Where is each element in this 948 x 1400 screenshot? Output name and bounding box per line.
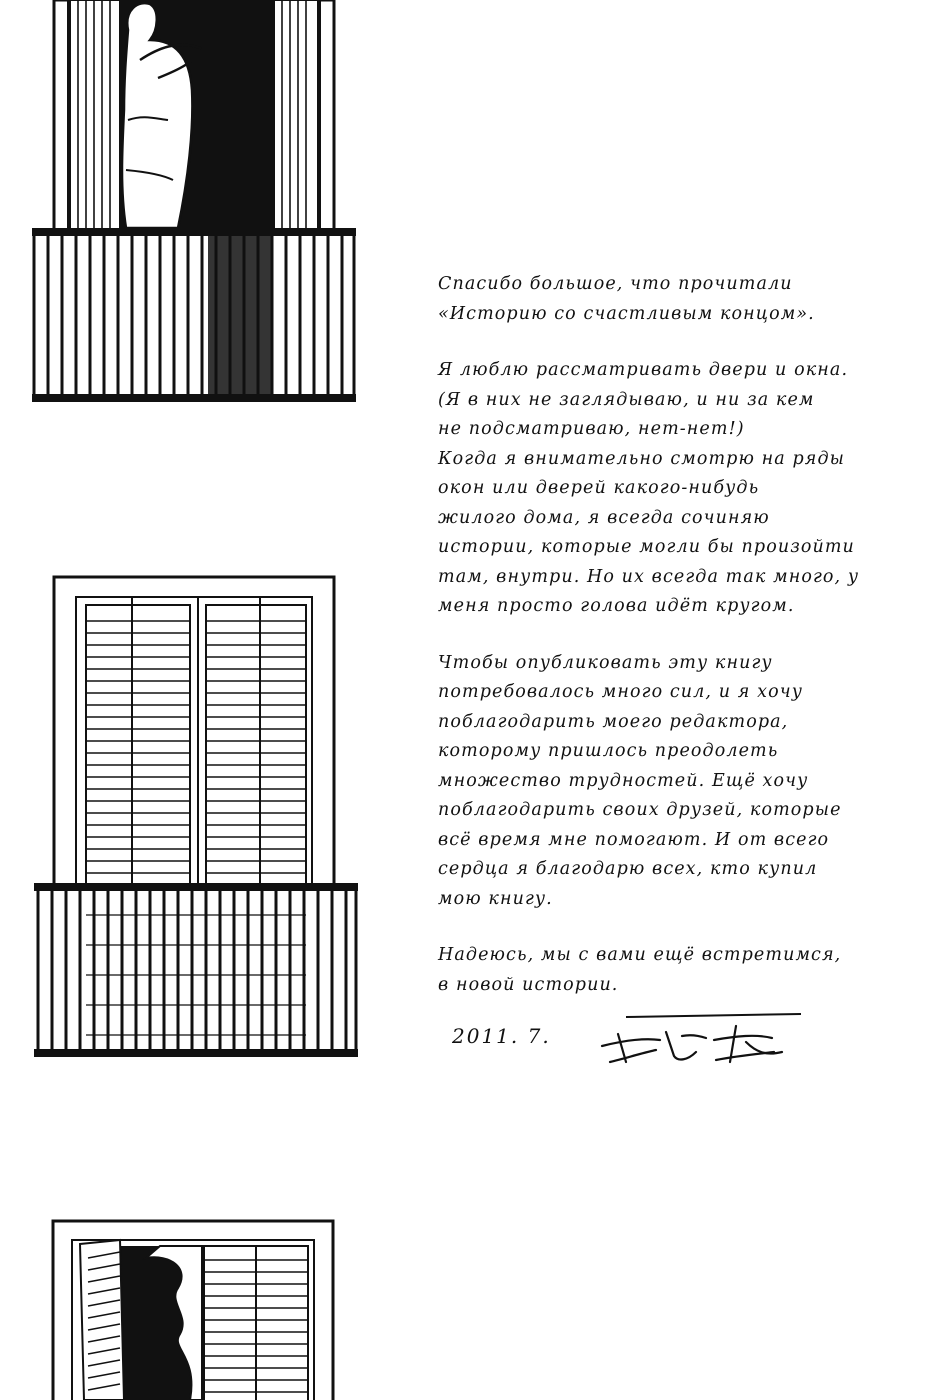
- signature-row: [448, 1012, 808, 1072]
- text-line: «Историю со счастливым концом».: [438, 303, 815, 324]
- text-line: которому пришлось преодолеть: [438, 741, 779, 761]
- afterword-paragraph-gratitude: [438, 649, 908, 915]
- author-signature: [596, 1012, 806, 1070]
- afterword-paragraph-thanks: [438, 270, 908, 329]
- text-line: жилого дома, я всегда сочиняю: [438, 507, 770, 528]
- window-open-shutter-illustration: [50, 1218, 340, 1400]
- afterword-paragraph-farewell: [438, 941, 908, 1000]
- date-text: 2011. 7.: [452, 1024, 551, 1048]
- text-line: в новой истории.: [438, 974, 619, 995]
- text-line: истории, которые могли бы произойти: [438, 537, 855, 557]
- text-line: поблагодарить своих друзей, которые: [438, 800, 842, 820]
- afterword-paragraph-doors-windows: [438, 356, 908, 622]
- balcony-window-closed-shutters-illustration: [32, 575, 362, 1063]
- text-line: не подсматриваю, нет-нет!): [438, 419, 745, 439]
- text-line: Когда я внимательно смотрю на ряды: [438, 448, 846, 469]
- text-line: поблагодарить моего редактора,: [438, 711, 789, 732]
- text-line: там, внутри. Но их всегда так много, у: [438, 566, 860, 587]
- text-line: всё время мне помогают. И от всего: [438, 829, 830, 850]
- text-line: Надеюсь, мы с вами ещё встретимся,: [438, 945, 842, 965]
- text-line: окон или дверей какого-нибудь: [438, 478, 760, 498]
- text-line: Чтобы опубликовать эту книгу: [438, 652, 773, 673]
- text-line: меня просто голова идёт кругом.: [438, 596, 795, 616]
- text-line: Я люблю рассматривать двери и окна.: [438, 360, 849, 380]
- text-line: (Я в них не заглядываю, и ни за кем: [438, 389, 815, 410]
- afterword-text: [438, 270, 908, 1027]
- text-line: множество трудностей. Ещё хочу: [438, 770, 809, 791]
- text-line: потребовалось много сил, и я хочу: [438, 682, 803, 702]
- text-line: сердца я благодарю всех, кто купил: [438, 859, 818, 879]
- text-line: Спасибо большое, что прочитали: [438, 274, 793, 294]
- text-line: мою книгу.: [438, 888, 553, 909]
- balcony-window-couple-illustration: [28, 0, 363, 405]
